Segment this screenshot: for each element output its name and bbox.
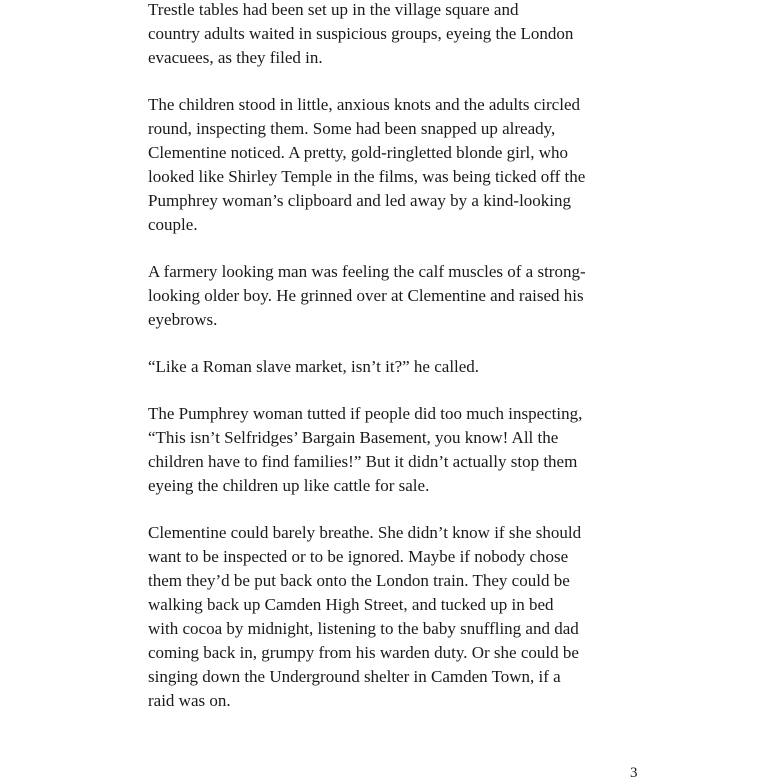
text-line: raid was on.	[148, 691, 231, 710]
text-line: with cocoa by midnight, listening to the baby snuffling and dad	[148, 619, 579, 638]
paragraph-6	[148, 521, 648, 713]
text-line: eyebrows.	[148, 310, 218, 329]
text-line: The Pumphrey woman tutted if people did too much inspecting,	[148, 404, 583, 423]
text-line: them they’d be put back onto the London train. They could be	[148, 571, 570, 590]
text-line: evacuees, as they filed in.	[148, 48, 323, 67]
paragraph-2	[148, 93, 648, 237]
paragraph-1	[148, 0, 648, 70]
text-line: children have to find families!” But it didn’t actually stop them	[148, 452, 578, 471]
text-line: Clementine could barely breathe. She didn’t know if she should	[148, 523, 582, 542]
page-number: 3	[630, 765, 638, 781]
paragraph-5	[148, 402, 648, 498]
text-line: coming back in, grumpy from his warden duty. Or she could be	[148, 643, 579, 662]
paragraph-3	[148, 260, 648, 332]
text-line: Trestle tables had been set up in the village square and	[148, 0, 519, 19]
text-line: Pumphrey woman’s clipboard and led away by a kind-looking	[148, 191, 572, 210]
text-line: Clementine noticed. A pretty, gold-ringletted blonde girl, who	[148, 143, 569, 162]
text-line: eyeing the children up like cattle for sale.	[148, 476, 430, 495]
body-text	[148, 0, 648, 736]
text-line: couple.	[148, 215, 198, 234]
text-line: want to be inspected or to be ignored. Maybe if nobody chose	[148, 547, 569, 566]
text-line: “This isn’t Selfridges’ Bargain Basement, you know! All the	[148, 428, 559, 447]
text-line: looked like Shirley Temple in the films, was being ticked off the	[148, 167, 586, 186]
text-line: round, inspecting them. Some had been snapped up already,	[148, 119, 556, 138]
text-line: A farmery looking man was feeling the calf muscles of a strong-	[148, 262, 586, 281]
paragraph-4	[148, 355, 648, 379]
text-line: walking back up Camden High Street, and tucked up in bed	[148, 595, 554, 614]
text-line: “Like a Roman slave market, isn’t it?” he called.	[148, 357, 480, 376]
text-line: country adults waited in suspicious groups, eyeing the London	[148, 24, 574, 43]
text-line: The children stood in little, anxious knots and the adults circled	[148, 95, 580, 114]
text-line: looking older boy. He grinned over at Clementine and raised his	[148, 286, 584, 305]
text-line: singing down the Underground shelter in Camden Town, if a	[148, 667, 561, 686]
